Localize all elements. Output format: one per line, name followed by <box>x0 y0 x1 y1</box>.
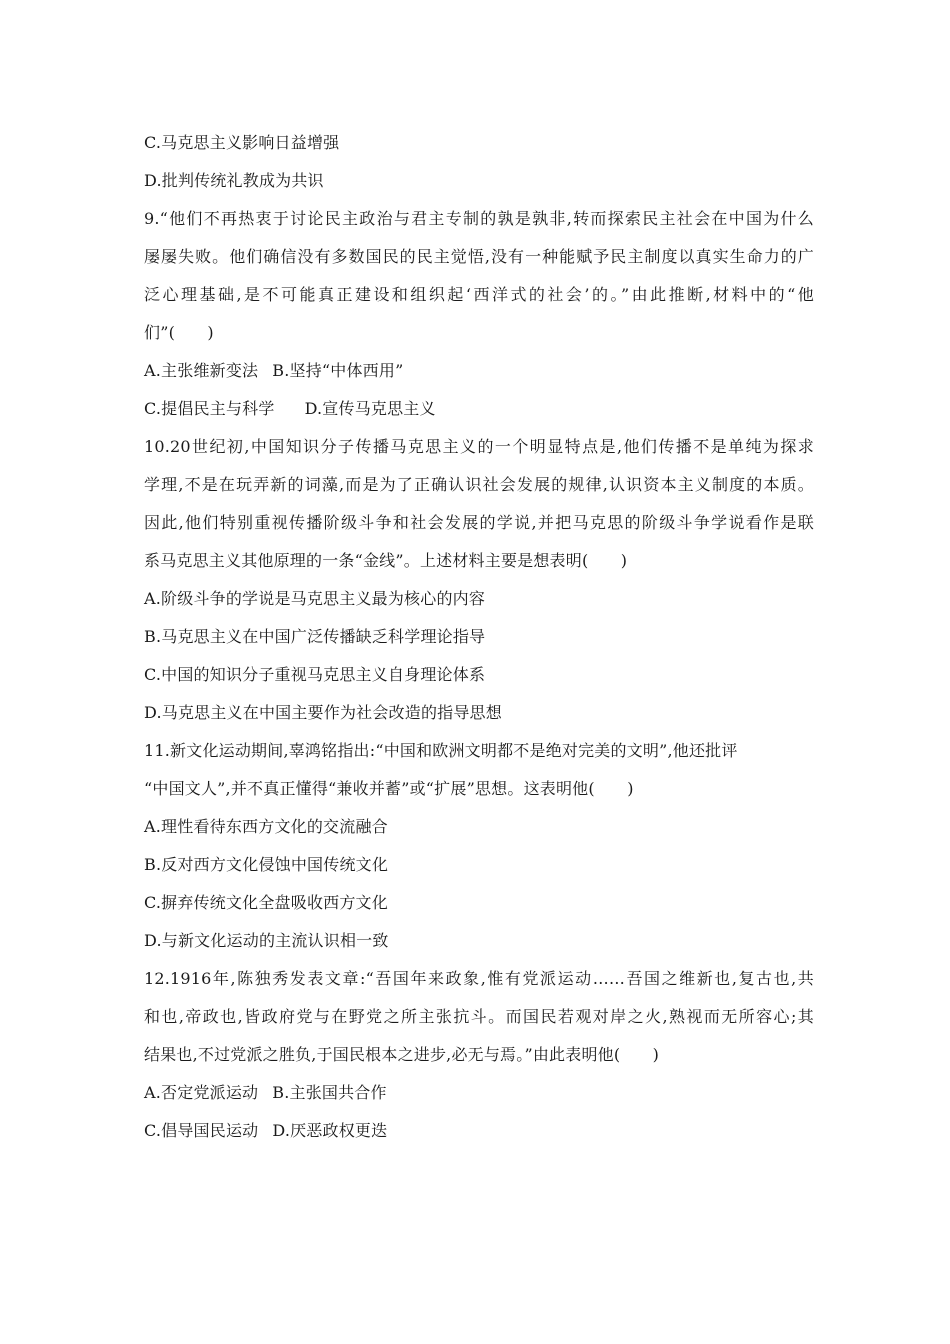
q9-option-c: C.提倡民主与科学 <box>144 399 275 418</box>
q12-option-c: C.倡导国民运动 <box>144 1121 259 1140</box>
q12-stem-line-2: 和也,帝政也,皆政府党与在野党之所主张抗斗。而国民若观对岸之火,熟视而无所容心;其 <box>144 1007 814 1026</box>
q9-options-cd <box>144 390 814 428</box>
q12-stem-line-3: 结果也,不过党派之胜负,于国民根本之进步,必无与焉。”由此表明他( ) <box>144 1045 660 1064</box>
q10-option-a: A.阶级斗争的学说是马克思主义最为核心的内容 <box>144 589 486 608</box>
q10-stem-line-4: 系马克思主义其他原理的一条“金线”。上述材料主要是想表明( ) <box>144 551 628 570</box>
q9-option-d: D.宣传马克思主义 <box>304 399 436 418</box>
q11-stem-line-1: 11.新文化运动期间,辜鸿铭指出:“中国和欧洲文明都不是绝对完美的文明”,他还批评 <box>144 741 738 760</box>
q9-stem-line-3: 泛心理基础,是不可能真正建设和组织起‘西洋式的社会’的。”由此推断,材料中的“他 <box>144 285 814 304</box>
q11-option-c: C.摒弃传统文化全盘吸收西方文化 <box>144 893 388 912</box>
q12-option-a: A.否定党派运动 <box>144 1083 259 1102</box>
prev-option-c: C.马克思主义影响日益增强 <box>144 133 340 152</box>
q9-stem-line-4: 们”( ) <box>144 323 214 342</box>
q9-stem-line-2: 屡屡失败。他们确信没有多数国民的民主觉悟,没有一种能赋予民主制度以真实生命力的广 <box>144 247 814 266</box>
exam-page <box>144 124 814 1150</box>
q10-option-c: C.中国的知识分子重视马克思主义自身理论体系 <box>144 665 486 684</box>
q9-stem-line-1: 9.“他们不再热衷于讨论民主政治与君主专制的孰是孰非,转而探索民主社会在中国为什么 <box>144 209 814 228</box>
q12-option-d: D.厌恶政权更迭 <box>272 1121 388 1140</box>
q12-options-ab <box>144 1074 814 1112</box>
q10-stem-line-3: 因此,他们特别重视传播阶级斗争和社会发展的学说,并把马克思的阶级斗争学说看作是联 <box>144 513 814 532</box>
q10-option-d: D.马克思主义在中国主要作为社会改造的指导思想 <box>144 703 502 722</box>
q9-option-a: A.主张维新变法 <box>144 361 259 380</box>
prev-option-d: D.批判传统礼教成为共识 <box>144 171 324 190</box>
q11-option-d: D.与新文化运动的主流认识相一致 <box>144 931 389 950</box>
q10-stem-line-1: 10.20世纪初,中国知识分子传播马克思主义的一个明显特点是,他们传播不是单纯为探求 <box>144 437 814 456</box>
q9-options-ab <box>144 352 814 390</box>
q12-option-b: B.主张国共合作 <box>272 1083 387 1102</box>
q11-option-a: A.理性看待东西方文化的交流融合 <box>144 817 388 836</box>
q10-option-b: B.马克思主义在中国广泛传播缺乏科学理论指导 <box>144 627 486 646</box>
q12-stem-line-1: 12.1916年,陈独秀发表文章:“吾国年来政象,惟有党派运动……吾国之维新也,复古也,共 <box>144 969 814 988</box>
q11-stem-line-2: “中国文人”,并不真正懂得“兼收并蓄”或“扩展”思想。这表明他( ) <box>144 779 634 798</box>
q11-option-b: B.反对西方文化侵蚀中国传统文化 <box>144 855 389 874</box>
q12-options-cd <box>144 1112 814 1150</box>
q9-option-b: B.坚持“中体西用” <box>272 361 404 380</box>
q10-stem-line-2: 学理,不是在玩弄新的词藻,而是为了正确认识社会发展的规律,认识资本主义制度的本质。 <box>144 475 814 494</box>
